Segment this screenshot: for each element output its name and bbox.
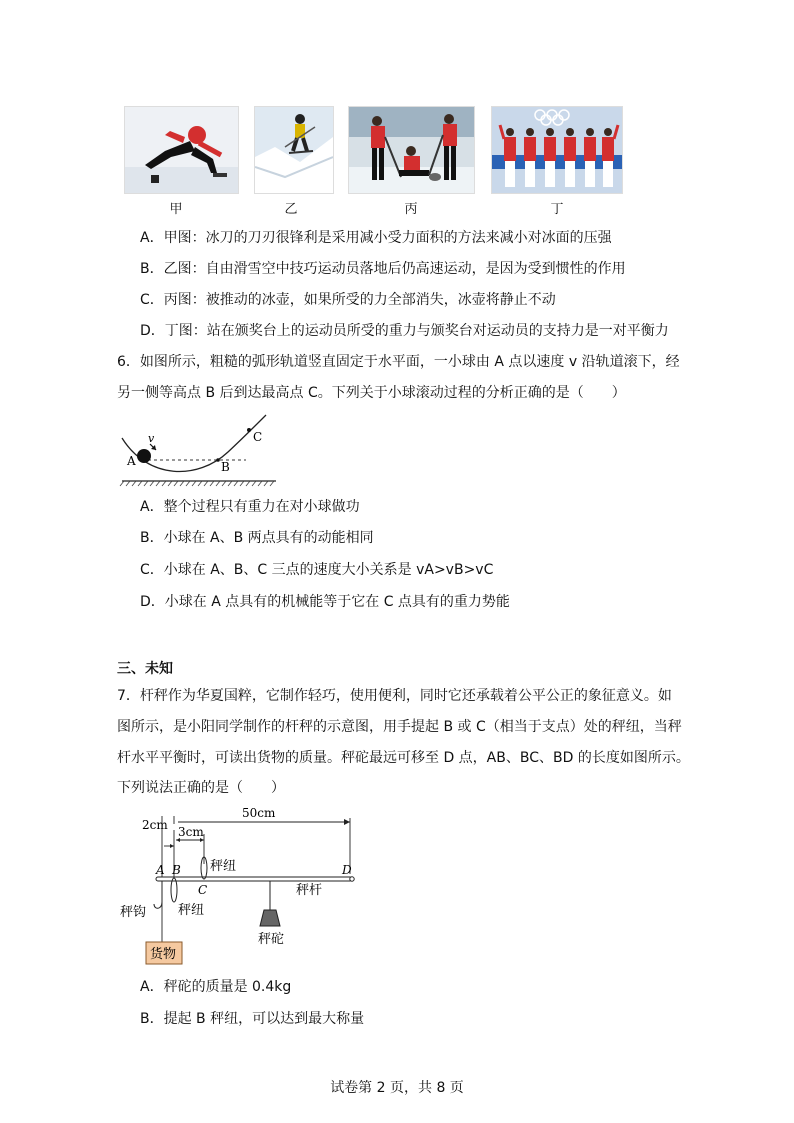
- q6-option-d: D．小球在 A 点具有的机械能等于它在 C 点具有的重力势能: [140, 594, 510, 610]
- label-b: B: [221, 460, 230, 474]
- page-footer: 试卷第 2 页，共 8 页: [330, 1080, 464, 1096]
- steelyard-rod: [156, 877, 352, 881]
- label-goods: 货物: [150, 947, 177, 962]
- q7-stem-line1: 7．杆秤作为华夏国粹，它制作轻巧，使用便利，同时它还承载着公平公正的象征意义。如: [117, 688, 672, 704]
- q5-option-a: A．甲图：冰刀的刀刃很锋利是采用减小受力面积的方法来减小对冰面的压强: [140, 230, 612, 246]
- caption-yi: 乙: [284, 202, 298, 217]
- label-b: B: [172, 863, 181, 877]
- curling-team-image: [348, 106, 475, 194]
- point-c-dot: [247, 428, 251, 432]
- section-title: 三、未知: [117, 661, 173, 677]
- q6-option-a: A．整个过程只有重力在对小球做功: [140, 499, 360, 515]
- dim-bc: 3cm: [178, 825, 204, 839]
- label-v: v: [148, 432, 155, 445]
- q7-option-b: B．提起 B 秤纽，可以达到最大称量: [140, 1011, 365, 1027]
- knob-b: [171, 878, 177, 902]
- label-c: C: [198, 883, 208, 897]
- q6-stem-line1: 6．如图所示，粗糙的弧形轨道竖直固定于水平面，一小球由 A 点以速度 v 沿轨道滚下，经: [117, 354, 680, 370]
- q5-option-b: B．乙图：自由滑雪空中技巧运动员落地后仍高速运动，是因为受到惯性的作用: [140, 261, 626, 277]
- freestyle-skier-image: [254, 106, 334, 194]
- point-b-dot: [216, 458, 220, 462]
- dim-bd: 50cm: [242, 806, 276, 820]
- q7-stem-line4: 下列说法正确的是（ ）: [117, 780, 285, 796]
- dim-ab: 2cm: [142, 818, 168, 832]
- label-hook: 秤钩: [120, 905, 147, 920]
- label-rod: 秤杆: [296, 883, 323, 898]
- q6-track-figure: [118, 410, 278, 490]
- label-c: C: [253, 430, 263, 444]
- label-knob-c: 秤纽: [210, 859, 237, 874]
- q6-option-c: C．小球在 A、B、C 三点的速度大小关系是 vA>vB>vC: [140, 562, 494, 578]
- q6-option-b: B．小球在 A、B 两点具有的动能相同: [140, 530, 374, 546]
- q7-option-a: A．秤砣的质量是 0.4kg: [140, 979, 292, 995]
- weight: [260, 910, 280, 926]
- q6-stem-line2: 另一侧等高点 B 后到达最高点 C。下列关于小球滚动过程的分析正确的是（ ）: [117, 385, 626, 401]
- q5-option-c: C．丙图：被推动的冰壶，如果所受的力全部消失，冰壶将静止不动: [140, 292, 556, 308]
- hook: [154, 881, 162, 908]
- q7-stem-line2: 图所示，是小阳同学制作的杆秤的示意图，用手提起 B 或 C（相当于支点）处的秤纽，当秤: [117, 719, 682, 735]
- ball: [137, 449, 151, 463]
- speed-skater-image: [124, 106, 239, 194]
- label-knob-b: 秤纽: [178, 903, 205, 918]
- label-a: A: [156, 863, 165, 877]
- label-weight: 秤砣: [258, 932, 285, 947]
- label-a: A: [127, 454, 136, 468]
- label-d: D: [342, 863, 352, 877]
- q7-stem-line3: 杆水平平衡时，可读出货物的质量。秤砣最远可移至 D 点，AB、BC、BD 的长度如图所示。: [117, 750, 690, 766]
- podium-athletes-image: [491, 106, 623, 194]
- caption-ding: 丁: [550, 202, 564, 217]
- caption-bing: 丙: [404, 202, 418, 217]
- steelyard-figure: [118, 802, 368, 970]
- q5-option-d: D．丁图：站在颁奖台上的运动员所受的重力与颁奖台对运动员的支持力是一对平衡力: [140, 323, 669, 339]
- caption-jia: 甲: [169, 202, 183, 217]
- curved-track: [122, 415, 266, 472]
